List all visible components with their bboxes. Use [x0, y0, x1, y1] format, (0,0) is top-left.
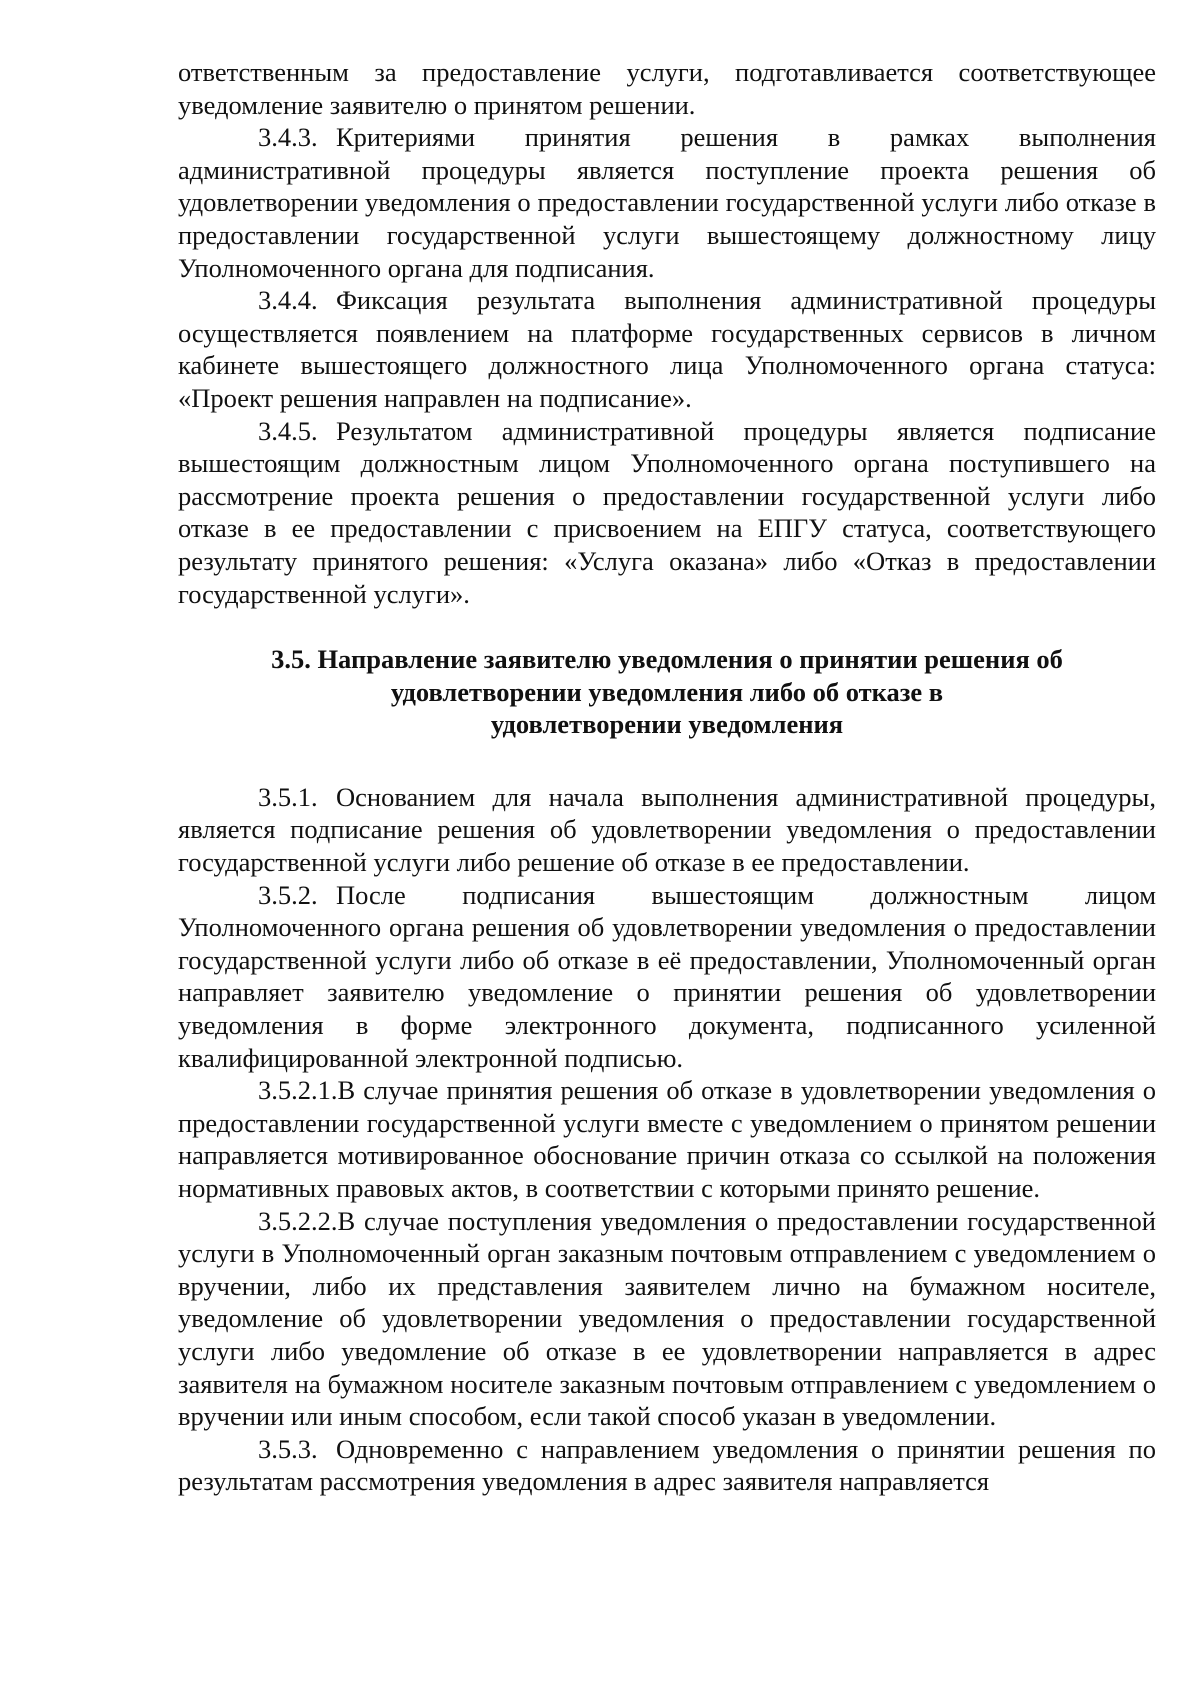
paragraph-text: В случае принятия решения об отказе в удовлетворении уведомления о предоставлении государственной услуги вместе с уведомлением о принятом решении направляется мотивированное обоснование причин отказа со ссылкой на положения нормативных правовых актов, в соответствии с которыми принято решение. — [178, 1075, 1156, 1203]
paragraph-number: 3.4.3. — [258, 122, 318, 153]
paragraph-text: Фиксация результата выполнения административной процедуры осуществляется появлением на платформе государственных сервисов в личном кабинете вышестоящего должностного лица Уполномоченного органа статуса: «Проект решения направлен на подписание». — [178, 285, 1156, 413]
paragraph-number: 3.5.2.2. — [258, 1205, 338, 1236]
paragraph-text: Основанием для начала выполнения административной процедуры, является подписание решения об удовлетворении уведомления о предоставлении государственной услуги либо решение об отказе в ее предоставлении. — [178, 781, 1156, 878]
paragraph-text: После подписания вышестоящим должностным лицом Уполномоченного органа решения об удовлетворении уведомления о предоставлении государственной услуги либо об отказе в её предоставлении, Уполномоченный орган направляет заявителю уведомление о принятии решения об удовлетворении уведомления в форме электронного документа, подписанного усиленной квалифицированной электронной подписью. — [178, 879, 1156, 1073]
heading-line-3: удовлетворении уведомления — [490, 709, 844, 740]
paragraph-text: Критериями принятия решения в рамках выполнения административной процедуры является поступление проекта решения об удовлетворении уведомления о предоставлении государственной услуги либо отказе в предоставлении государственной услуги вышестоящему должностному лицу Уполномоченного органа для подписания. — [178, 122, 1156, 283]
heading-line-1: 3.5. Направление заявителю уведомления о принятии решения об — [271, 644, 1063, 675]
paragraph-text: Результатом административной процедуры является подписание вышестоящим должностным лицом Уполномоченного органа поступившего на рассмотрение проекта решения о предоставлении государственной услуги либо отказе в ее предоставлении с присвоением на ЕПГУ статуса, соответствующего результату принятого решения: «Услуга оказана» либо «Отказ в предоставлении государственной услуги». — [178, 415, 1156, 609]
paragraph-number: 3.5.2. — [258, 879, 318, 910]
paragraph-text: Одновременно с направлением уведомления о принятии решения по результатам рассмотрения уведомления в адрес заявителя направляется — [178, 1433, 1156, 1497]
paragraph-3-4-5 — [178, 415, 1156, 611]
paragraph-number: 3.4.5. — [258, 415, 318, 446]
paragraph-3-5-1 — [178, 781, 1156, 879]
section-heading-3-5 — [178, 643, 1156, 741]
document-page — [178, 56, 1156, 1498]
paragraph-number: 3.5.1. — [258, 781, 318, 812]
paragraph-3-4-4 — [178, 284, 1156, 414]
paragraph-3-4-3 — [178, 121, 1156, 284]
paragraph-3-5-2 — [178, 879, 1156, 1075]
paragraph-number: 3.4.4. — [258, 285, 318, 316]
paragraph-3-5-3 — [178, 1433, 1156, 1498]
heading-line-2: удовлетворении уведомления либо об отказе в — [390, 676, 944, 707]
paragraph-intro: ответственным за предоставление услуги, подготавливается соответствующее уведомление заявителю о принятом решении. — [178, 57, 1156, 120]
paragraph-number: 3.5.3. — [258, 1433, 318, 1464]
paragraph-3-5-2-2 — [178, 1205, 1156, 1433]
paragraph-number: 3.5.2.1. — [258, 1075, 338, 1106]
paragraph-text: В случае поступления уведомления о предоставлении государственной услуги в Уполномоченный орган заказным почтовым отправлением с уведомлением о вручении, либо их представления заявителем лично на бумажном носителе, уведомление об удовлетворении уведомления о предоставлении государственной услуги либо уведомление об отказе в ее удовлетворении направляется в адрес заявителя на бумажном носителе заказным почтовым отправлением с уведомлением о вручении или иным способом, если такой способ указан в уведомлении. — [178, 1205, 1156, 1432]
paragraph-3-5-2-1 — [178, 1074, 1156, 1204]
